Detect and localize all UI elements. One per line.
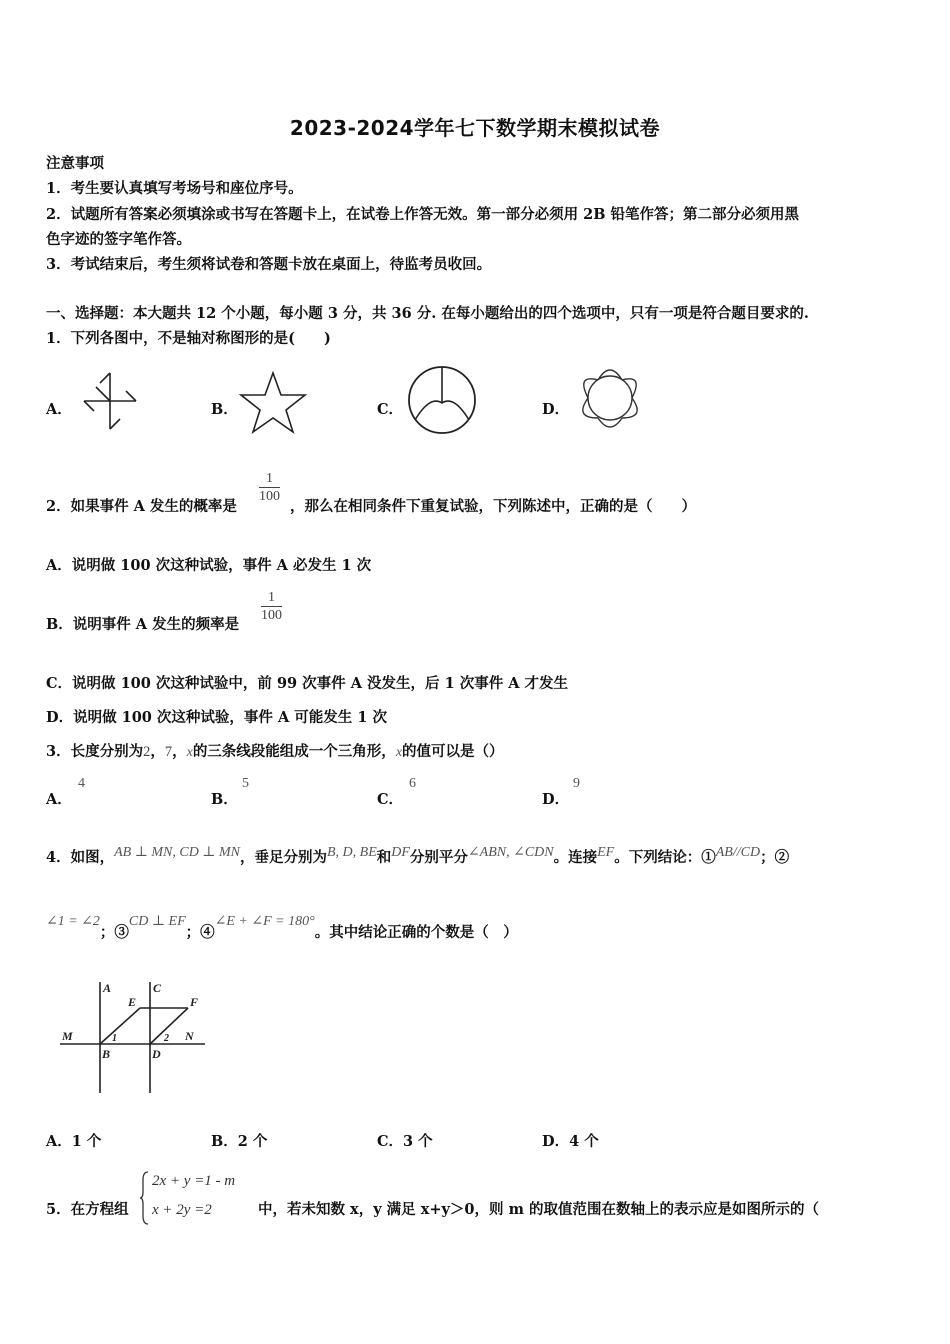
q4-fig-label-c: C: [153, 981, 162, 995]
q5-equation-1: 2x + y =1 - m: [152, 1173, 236, 1189]
q3-option-a-label: A．: [46, 791, 72, 808]
system-brace: [140, 1170, 150, 1226]
q4-fig-label-d: D: [152, 1047, 161, 1061]
q4-text: 。下列结论：①: [614, 849, 716, 866]
q4-option-b: B．2 个: [211, 1133, 268, 1150]
star-figure: [238, 370, 308, 434]
section-heading: 一、选择题：本大题共 12 个小题，每小题 3 分，共 36 分. 在每小题给出的四个选项中，只有一项是符合题目要求的.: [46, 305, 809, 322]
q2-stem-end: ，那么在相同条件下重复试验，下列陈述中，正确的是（ ）: [290, 498, 696, 515]
q3-option-c-label: C．: [377, 791, 404, 808]
q4-fig-label-angle2: 2: [164, 1033, 169, 1044]
q4-math: EF: [597, 845, 615, 860]
q3-length-1: 2: [143, 744, 151, 760]
q4-fig-label-e: E: [128, 995, 137, 1009]
q3-option-b-value: 5: [242, 776, 249, 791]
q2-stem-start: 2．如果事件 A 发生的概率是: [46, 498, 237, 515]
fraction-numerator: 1: [266, 471, 273, 486]
q4-text: ；②: [760, 849, 790, 866]
q2-option-a: A．说明做 100 次这种试验，事件 A 必发生 1 次: [46, 557, 372, 574]
q3-option-c-value: 6: [409, 776, 416, 791]
q4-stem-line2: [46, 914, 518, 942]
q4-math: AB ⊥ MN, CD ⊥ MN: [114, 845, 240, 860]
page-title: 2023-2024学年七下数学期末模拟试卷: [289, 116, 661, 140]
q4-fig-label-m: M: [62, 1029, 73, 1043]
notice-item: 3．考试结束后，考生须将试卷和答题卡放在桌面上，待监考员收回。: [46, 256, 492, 273]
q3-option-d-value: 9: [573, 776, 580, 791]
q4-text: ；③: [99, 924, 129, 941]
q5-stem-end: 中，若未知数 x，y 满足 x+y＞0，则 m 的取值范围在数轴上的表示应是如图所示的（: [258, 1201, 819, 1218]
q3-stem-text: 的三条线段能组成一个三角形，: [192, 743, 396, 760]
q4-stem-line1: [46, 846, 789, 867]
q4-option-c: C．3 个: [377, 1133, 433, 1150]
fraction-denominator: 100: [261, 608, 282, 623]
q4-text: 。其中结论正确的个数是（ ）: [314, 924, 518, 941]
q4-math: ∠1 = ∠2: [46, 914, 100, 929]
notice-item: 2．试题所有答案必须填涂或书写在答题卡上，在试卷上作答无效。第一部分必须用 2B 铅笔作答；第二部分必须用黑: [46, 206, 800, 223]
flower-figure: [570, 360, 650, 436]
q3-separator: ，: [150, 743, 165, 760]
q4-fig-label-f: F: [190, 995, 199, 1009]
fraction-numerator: 1: [268, 590, 275, 605]
q4-fig-label-n: N: [185, 1029, 194, 1043]
q4-option-d: D．4 个: [542, 1133, 599, 1150]
q4-math: ∠E + ∠F = 180°: [214, 914, 315, 929]
fraction-denominator: 100: [259, 489, 280, 504]
q5-equation-2: x + 2y =2: [152, 1202, 212, 1218]
q3-option-a-value: 4: [78, 776, 85, 791]
notice-item: 1．考生要认真填写考场号和座位序号。: [46, 180, 303, 197]
q3-stem: [46, 740, 504, 761]
q1-option-c-label: C．: [377, 401, 404, 418]
q4-math: CD ⊥ EF: [128, 914, 186, 929]
q1-option-d-label: D．: [542, 401, 570, 418]
q4-text: ，垂足分别为: [239, 849, 327, 866]
q4-math: ∠ABN, ∠CDN: [467, 845, 554, 860]
q3-option-d-label: D．: [542, 791, 570, 808]
q3-option-b-label: B．: [211, 791, 238, 808]
q2-option-c: C．说明做 100 次这种试验中，前 99 次事件 A 没发生，后 1 次事件 A 才发生: [46, 675, 569, 692]
q4-math: DF: [391, 845, 410, 860]
q5-stem-start: 5．在方程组: [46, 1201, 129, 1218]
q4-text: ；④: [185, 924, 215, 941]
q4-text: 分别平分: [409, 849, 468, 866]
q3-length-2: 7: [164, 744, 173, 760]
q2-option-d: D．说明做 100 次这种试验，事件 A 可能发生 1 次: [46, 709, 387, 726]
q3-separator: ，: [172, 743, 187, 760]
notice-item: 色字迹的签字笔作答。: [46, 231, 191, 248]
q3-stem-text: 3．长度分别为: [46, 743, 144, 760]
q2-option-b-fraction: [261, 589, 282, 624]
q2-option-b: B．说明事件 A 发生的频率是: [46, 616, 240, 633]
q4-geometry-figure: [60, 978, 210, 1098]
q4-math: B, D, BE: [326, 845, 377, 860]
notice-heading: 注意事项: [46, 155, 104, 172]
circle-chords-figure: [405, 363, 479, 437]
q3-variable: x: [395, 745, 403, 760]
q1-option-a-label: A．: [46, 401, 72, 418]
q2-probability-fraction: [259, 470, 280, 505]
q4-text: 和: [376, 849, 392, 866]
q4-fig-label-angle1: 1: [112, 1033, 117, 1044]
q3-variable: x: [186, 745, 193, 760]
q1-stem: 1．下列各图中，不是轴对称图形的是( ): [46, 330, 331, 347]
pinwheel-figure: [74, 365, 146, 435]
q4-text: 4．如图，: [46, 849, 115, 866]
q1-option-b-label: B．: [211, 401, 238, 418]
q4-text: 。连接: [553, 849, 598, 866]
q3-stem-text: 的值可以是（）: [402, 743, 504, 760]
q4-math: AB//CD: [715, 845, 761, 860]
q4-fig-label-a: A: [103, 981, 112, 995]
q4-fig-label-b: B: [102, 1047, 111, 1061]
q4-option-a: A．1 个: [46, 1133, 102, 1150]
